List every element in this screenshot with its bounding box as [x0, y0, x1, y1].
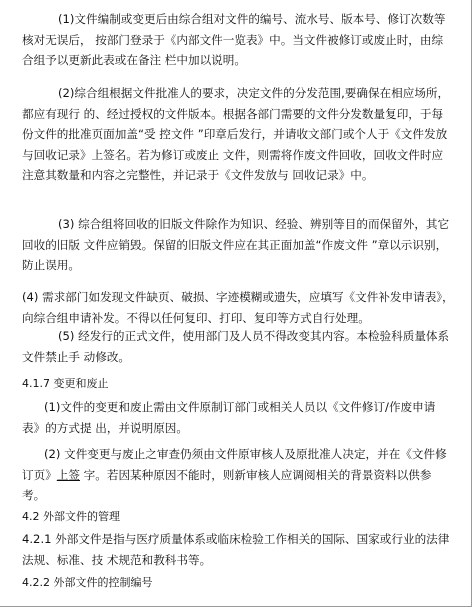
paragraph-obsolete-file-handling: (3) 综合组将回收的旧版文件除作为知识、经验、辨别等目的而保留外，其它回收的旧版 文件应销毁。保留的旧版文件应在其正面加盖“作废文件 ”章以示识别，防止误用。 [22, 217, 450, 272]
paragraph-file-distribution: (2)综合组根据文件批准人的要求，决定文件的分发范围,要确保在相应场所，都应有现行 的、经过授权的文件版本。根据各部门需要的文件分发数量复印，于每份文件的批准页面加盖“受 控文件 ”印章后发行，并请收文部门或个人于《文件发放与回收记录》上签名。若为修订或废止 文件，则需将作废文件回收，回收文件时应注意其数量和内容之完整性，并记录于《文件发放与 回收记录》中。 [22, 86, 450, 182]
underlined-sign-text: 上签 [56, 467, 80, 482]
paragraph-no-manual-modification: (5) 经发行的正式文件，使用部门及人员不得改变其内容。本检验科质量体系文件禁止手 动修改。 [22, 329, 450, 364]
paragraph-change-review [22, 444, 452, 506]
paragraph-change-request: (1)文件的变更和废止需由文件原制订部门或相关人员以《文件修订/作废申请表》的方式提 出，并说明原因。 [22, 400, 436, 435]
paragraph-reissue-request: (4) 需求部门如发现文件缺页、破损、字迹模糊或遗失，应填写《文件补发申请表》，向综合组申请补发。不得以任何复印、打印、复印等方式自行处理。 [22, 290, 454, 325]
paragraph-external-file-definition: 4.2.1 外部文件是指与医疗质量体系或临床检验工作相关的国际、国家或行业的法律法规、标准、技 术规范和教科书等。 [22, 532, 450, 567]
section-heading-external-file-numbering: 4.2.2 外部文件的控制编号 [22, 576, 153, 589]
section-heading-change-and-abolish: 4.1.7 变更和废止 [22, 377, 109, 390]
paragraph-file-registration: (1)文件编制或变更后由综合组对文件的编号、流水号、版本号、修订次数等核对无误后， 按部门登录于《内部文件一览表》中。当文件被修订或废止时，由综合组予以更新此表或在备注 栏中加以说明。 [22, 12, 446, 67]
section-heading-external-files: 4.2 外部文件的管理 [22, 510, 120, 523]
paragraph-change-review-text-1: (2) 文件变更与废止之审查仍须由文件原审核人及原批准人决定，并在《文件修订页》 [22, 447, 447, 482]
paragraph-change-review-text-2: 字。若因某种原因不能时，则新审核人应调阅相关的背景资料以供参考。 [22, 467, 432, 502]
